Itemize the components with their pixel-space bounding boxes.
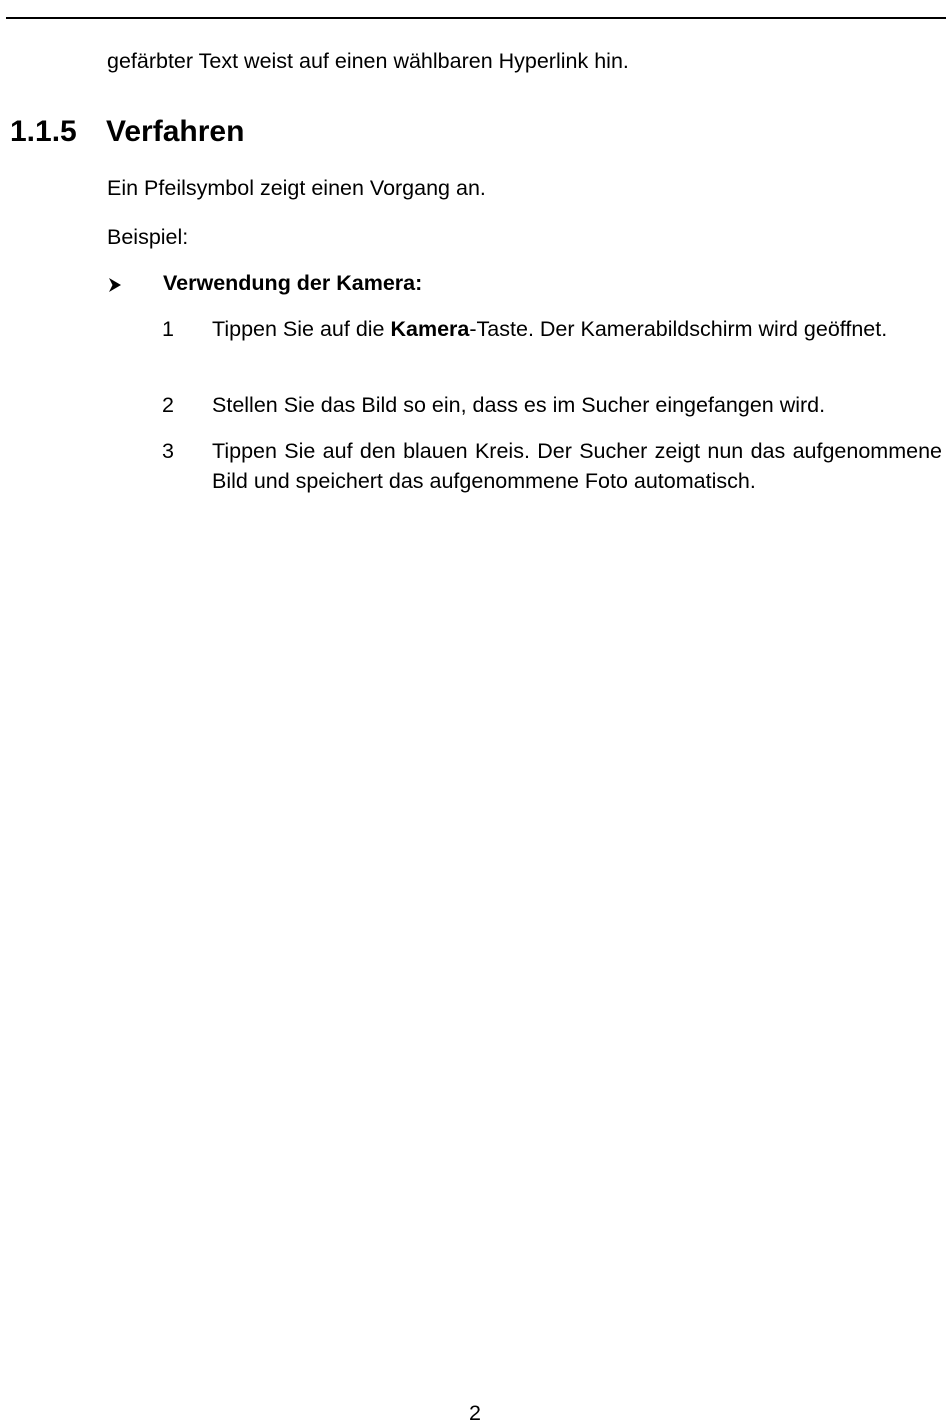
intro-paragraph: Ein Pfeilsymbol zeigt einen Vorgang an. — [107, 176, 486, 200]
header-rule — [6, 17, 946, 19]
step-text — [212, 314, 942, 344]
step-text-part: Tippen Sie auf die — [212, 317, 391, 341]
step-text: Tippen Sie auf den blauen Kreis. Der Sucher zeigt nun das aufgenommene Bild und speichert das aufgenommene Foto automatisch. — [212, 439, 942, 493]
arrow-bullet-icon — [108, 277, 122, 293]
step-number: 1 — [162, 317, 174, 341]
continued-paragraph: gefärbter Text weist auf einen wählbaren Hyperlink hin. — [107, 49, 629, 73]
step-number: 3 — [162, 439, 174, 463]
step-number: 2 — [162, 393, 174, 417]
kamera-key-label: Kamera — [390, 317, 470, 341]
example-label: Beispiel: — [107, 225, 189, 249]
procedure-title: Verwendung der Kamera: — [163, 271, 423, 295]
section-title: Verfahren — [106, 115, 245, 148]
section-number: 1.1.5 — [10, 115, 77, 148]
page-number: 2 — [469, 1401, 481, 1425]
step-text-part: -Taste. Der Kamerabildschirm wird geöffnet. — [469, 317, 888, 341]
step-text: Stellen Sie das Bild so ein, dass es im Sucher eingefangen wird. — [212, 393, 826, 417]
